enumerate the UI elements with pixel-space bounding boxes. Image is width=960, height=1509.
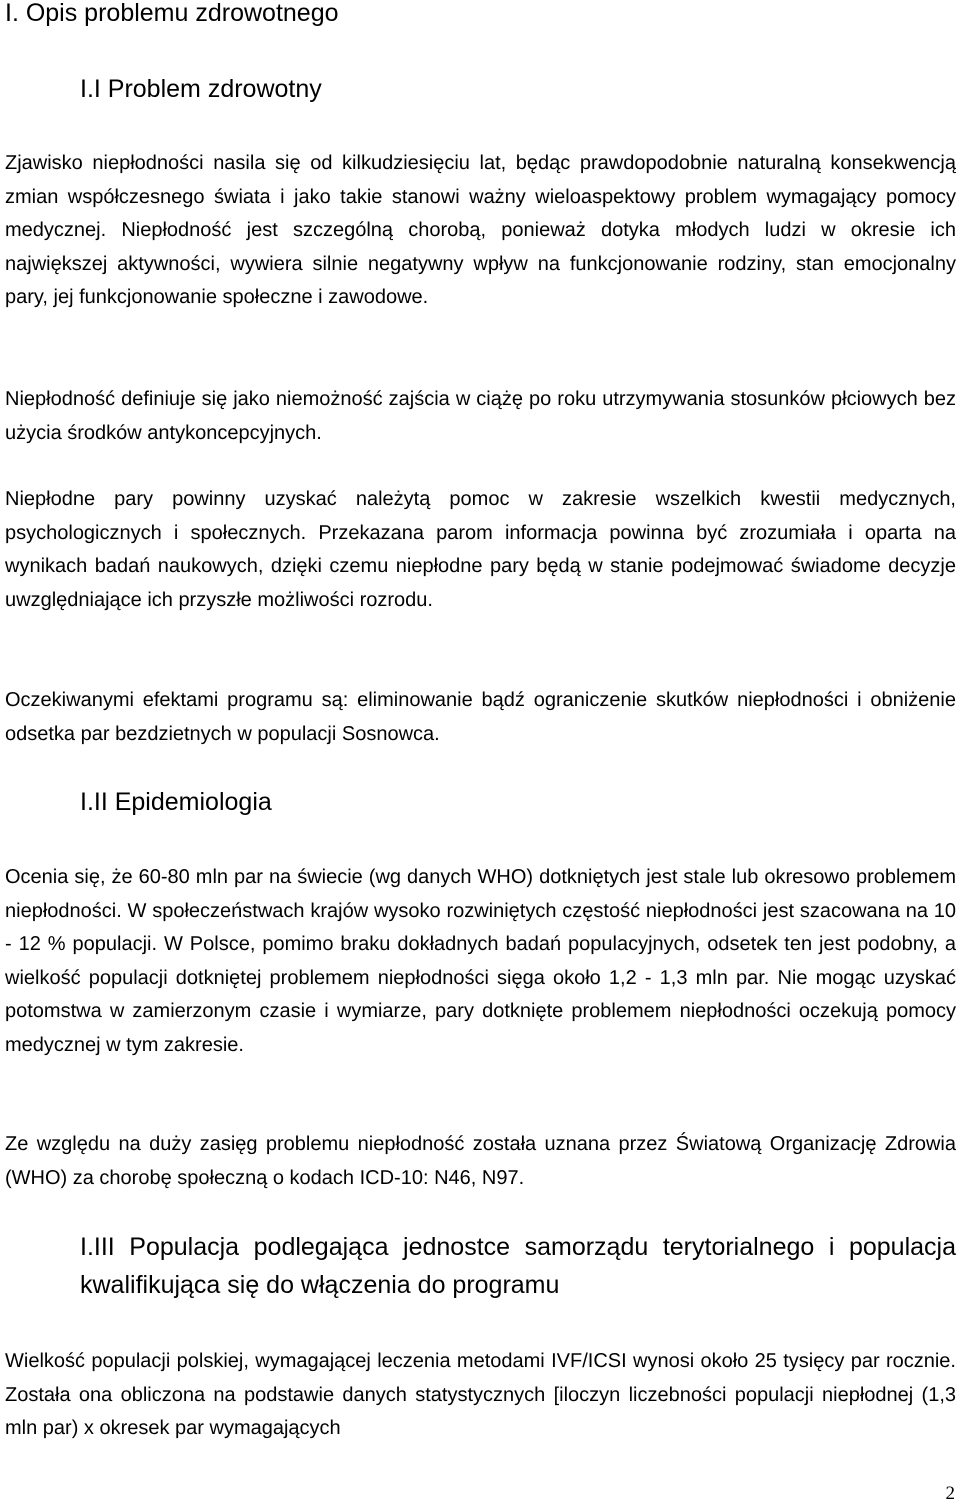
subsection-heading-population: I.III Populacja podlegająca jednostce samorządu terytorialnego i populacja kwalifikująca się do włączenia do programu — [80, 1233, 956, 1299]
paragraph-definition: Niepłodność definiuje się jako niemożność zajścia w ciążę po roku utrzymywania stosunków płciowych bez użycia środków antykoncepcyjnych. — [5, 388, 956, 444]
paragraph-population-size: Wielkość populacji polskiej, wymagającej leczenia metodami IVF/ICSI wynosi około 25 tysięcy par rocznie. Została ona obliczona na podstawie danych statystycznych [iloczyn liczebności populacji niepłodnej (1,3 mln par) x okresek par wymagających — [5, 1350, 956, 1439]
paragraph-problem-intro: Zjawisko niepłodności nasila się od kilkudziesięciu lat, będąc prawdopodobnie naturalną konsekwencją zmian współczesnego świata i jako takie stanowi ważny wieloaspektowy problem wymagający pomocy medycznej. Niepłodność jest szczególną chorobą, ponieważ dotyka młodych ludzi w okresie ich największej aktywności, wywiera silnie negatywny wpływ na funkcjonowanie rodziny, stan emocjonalny pary, jej funkcjonowanie społeczne i zawodowe. — [5, 152, 956, 308]
page-number: 2 — [945, 1483, 955, 1504]
subsection-heading-epidemiology: I.II Epidemiologia — [80, 788, 272, 816]
paragraph-support: Niepłodne pary powinny uzyskać należytą pomoc w zakresie wszelkich kwestii medycznych, psychologicznych i społecznych. Przekazana parom informacja powinna być zrozumiała i oparta na wynikach badań naukowych, dzięki czemu niepłodne pary będą w stanie podejmować świadome decyzje uwzględniające ich przyszłe możliwości rozrodu. — [5, 488, 956, 611]
paragraph-epidemiology: Ocenia się, że 60-80 mln par na świecie (wg danych WHO) dotkniętych jest stale lub okresowo problemem niepłodności. W społeczeństwach krajów wysoko rozwiniętych częstość niepłodności jest szacowana na 10 - 12 % populacji. W Polsce, pomimo braku dokładnych badań populacyjnych, odsetek ten jest podobny, a wielkość populacji dotkniętej problemem niepłodności sięga około 1,2 - 1,3 mln par. Nie mogąc uzyskać potomstwa w zamierzonym czasie i wymiarze, pary dotknięte problemem niepłodności oczekują pomocy medycznej w tym zakresie. — [5, 866, 956, 1056]
section-title: I. Opis problemu zdrowotnego — [5, 0, 339, 27]
paragraph-expected-effects: Oczekiwanymi efektami programu są: eliminowanie bądź ograniczenie skutków niepłodności i obniżenie odsetka par bezdzietnych w populacji Sosnowca. — [5, 689, 956, 745]
paragraph-who-recognition: Ze względu na duży zasięg problemu niepłodność została uznana przez Światową Organizację Zdrowia (WHO) za chorobę społeczną o kodach ICD-10: N46, N97. — [5, 1133, 956, 1189]
subsection-heading-problem: I.I Problem zdrowotny — [80, 75, 322, 103]
